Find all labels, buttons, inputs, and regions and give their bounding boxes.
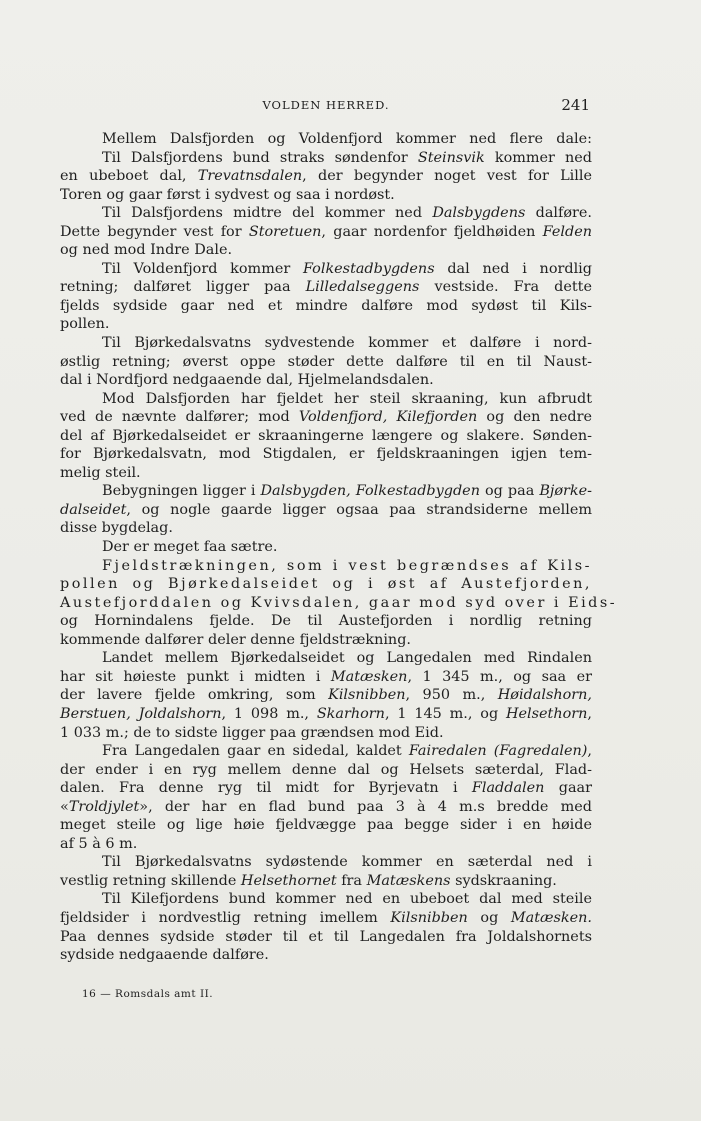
italic-place-name: Kilsnibben [390,909,468,926]
text-run: , 1 098 m., [221,705,317,722]
text-line [60,408,592,427]
text-run: , 1 345 m., og saa er [407,668,592,685]
text-run: sydskraaning. [450,872,557,889]
italic-place-name: Dalsbygdens [432,205,526,222]
text-line [60,724,592,743]
italic-place-name: Helsethorn [505,705,588,722]
text-line [60,297,592,316]
text-line [60,668,592,687]
text-line [60,742,592,761]
text-run: del af Bjørkedalseidet er skraaningerne længere og slakere. Sønden- [60,427,592,444]
text-line [60,130,592,149]
text-run: , og nogle gaarde ligger ogsaa paa strandsiderne mellem [126,501,592,518]
text-line [60,186,592,205]
text-run: ved de nævnte dalfører; mod [60,409,299,426]
text-line [60,798,592,817]
text-line [60,427,592,446]
text-line [60,149,592,168]
text-line [60,482,592,501]
text-line [60,371,592,390]
text-line [60,353,592,372]
text-run: Fra Langedalen gaar en sidedal, kaldet [102,743,409,760]
text-run: Paa dennes sydside støder til et til Langedalen fra Joldalshornets [60,928,592,945]
text-line [60,445,592,464]
italic-place-name: Skarhorn [316,705,385,722]
text-line [60,612,592,631]
text-run: Mod Dalsfjorden har fjeldet her steil skraaning, kun afbrudt [102,390,592,407]
italic-place-name: Lilledalseggens [305,279,420,296]
italic-place-name: Kilsnibben [328,687,406,704]
running-head: VOLDEN HERRED. [262,98,390,112]
text-run: kommer ned [484,149,592,166]
text-run: pollen og Bjørkedalseidet og i øst af Austefjorden, [60,576,592,593]
text-run: Toren og gaar først i sydvest og saa i nordøst. [60,186,395,203]
text-run: dalen. Fra denne ryg til midt for Byrjevatn i [60,780,472,797]
text-run: sydside nedgaaende dalføre. [60,947,269,964]
italic-place-name: Felden [542,223,592,240]
italic-place-name: Matæskens [366,872,451,889]
text-run: « [60,798,69,815]
italic-place-name: Troldjylet [68,798,140,815]
text-run: Fjeldstrækningen, som i vest begrændses af Kils- [102,557,592,574]
text-run: og ned mod Indre Dale. [60,242,233,259]
text-line [60,241,592,260]
text-run: og Hornindalens fjelde. De til Austefjorden i nordlig retning [60,613,592,630]
italic-place-name: Matæsken. [510,909,592,926]
text-line [60,761,592,780]
text-line [60,223,592,242]
text-run: fra [336,872,367,889]
text-run: og paa [479,483,540,500]
text-line [60,278,592,297]
italic-place-name: Fladdalen [471,780,545,797]
text-run: og [467,909,511,926]
text-run: , 1 145 m., og [384,705,506,722]
italic-place-name: Voldenfjord, Kilefjorden [298,409,478,426]
text-line [60,557,592,576]
text-line [60,260,592,279]
text-run: Austefjorddalen og Kvivsdalen, gaar mod syd over i Eids- [60,594,618,611]
italic-place-name: Steinsvik [417,149,485,166]
text-run: , [587,743,592,760]
text-run: , [587,705,592,722]
body-text [60,130,618,965]
text-run: gaar [544,780,592,797]
text-line [60,519,592,538]
text-run: dalføre. [525,205,592,222]
text-run: , 950 m., [405,687,498,704]
text-run: meget steile og lige høie fjeldvægge paa begge sider i en høide [60,817,592,834]
text-run: , gaar nordenfor fjeldhøiden [321,223,543,240]
italic-place-name: Fairedalen (Fagredalen) [408,743,588,760]
text-line [60,390,592,409]
text-run: østlig retning; øverst oppe støder dette dalføre til en til Naust- [60,353,592,370]
text-line [60,315,592,334]
text-run: Til Dalsfjordens midtre del kommer ned [102,205,433,222]
italic-place-name: Bjørke- [539,483,592,500]
italic-place-name: Berstuen, Joldalshorn [60,705,222,722]
italic-place-name: Storetuen [248,223,322,240]
text-run: Mellem Dalsfjorden og Voldenfjord kommer ned flere dale: [102,131,592,147]
signature-mark: 16 — Romsdals amt II. [82,988,214,1000]
text-run: melig steil. [60,464,141,481]
text-line [60,853,592,872]
text-line [60,334,592,353]
text-run: har sit høieste punkt i midten i [60,668,331,685]
text-line [60,705,592,724]
text-line [60,204,592,223]
text-run: , der begynder noget vest for Lille [302,168,592,185]
italic-place-name: Matæsken [330,668,408,685]
text-line [60,779,592,798]
text-line [60,649,592,668]
text-run: der ender i en ryg mellem denne dal og Helsets sæterdal, Flad- [60,761,592,778]
text-run: Til Bjørkedalsvatns sydvestende kommer et dalføre i nord- [102,335,592,352]
text-run: Til Dalsfjordens bund straks søndenfor [102,149,418,166]
text-line [60,946,592,965]
text-line [60,501,592,520]
text-line [60,890,592,909]
text-line [60,575,592,594]
text-line [60,686,592,705]
text-run: en ubeboet dal, [60,168,198,185]
text-run: der lavere fjelde omkring, som [60,687,329,704]
text-line [60,538,592,557]
text-run: for Bjørkedalsvatn, mod Stigdalen, er fjeldskraaningen igjen tem- [60,446,592,463]
italic-place-name: Trevatnsdalen [197,168,303,185]
text-line [60,464,592,483]
text-run: 1 033 m.; de to sidste ligger paa grændsen mod Eid. [60,724,444,741]
text-run: pollen. [60,316,110,333]
text-run: fjelds sydside gaar ned et mindre dalføre mod sydøst til Kils- [60,297,592,314]
italic-place-name: Dalsbygden, Folkestadbygden [260,483,480,500]
page-header [60,94,592,118]
text-line [60,594,618,613]
text-run: vestlig retning skillende [60,872,241,889]
page-number: 241 [561,96,590,114]
text-run: Der er meget faa sætre. [102,539,278,556]
text-run: kommende dalfører deler denne fjeldstrækning. [60,631,411,648]
text-run: retning; dalføret ligger paa [60,279,306,296]
text-line [60,872,592,891]
italic-place-name: Folkestadbygdens [302,260,435,277]
text-run: Til Voldenfjord kommer [102,260,303,277]
text-run: », der har en flad bund paa 3 à 4 m.s bredde med [139,798,592,815]
italic-place-name: dalseidet [60,501,127,518]
text-run: og den nedre [477,409,592,426]
text-run: Landet mellem Bjørkedalseidet og Langedalen med Rindalen [102,650,592,667]
text-line [60,928,592,947]
italic-place-name: Helsethornet [240,872,337,889]
text-run: Til Bjørkedalsvatns sydøstende kommer en sæterdal ned i [102,854,592,871]
text-run: Til Kilefjordens bund kommer ned en ubeboet dal med steile [102,891,592,908]
text-run: fjeldsider i nordvestlig retning imellem [60,909,391,926]
text-line [60,167,592,186]
text-run: dal i Nordfjord nedgaaende dal, Hjelmelandsdalen. [60,372,434,389]
text-run: Dette begynder vest for [60,223,249,240]
text-run: vestside. Fra dette [419,279,592,296]
italic-place-name: Høidalshorn, [497,687,592,704]
text-line [60,835,592,854]
text-run: af 5 à 6 m. [60,835,138,852]
text-run: Bebygningen ligger i [102,483,261,500]
text-line [60,631,592,650]
text-run: disse bygdelag. [60,520,173,537]
text-line [60,816,592,835]
text-run: dal ned i nordlig [434,260,592,277]
text-line [60,909,592,928]
